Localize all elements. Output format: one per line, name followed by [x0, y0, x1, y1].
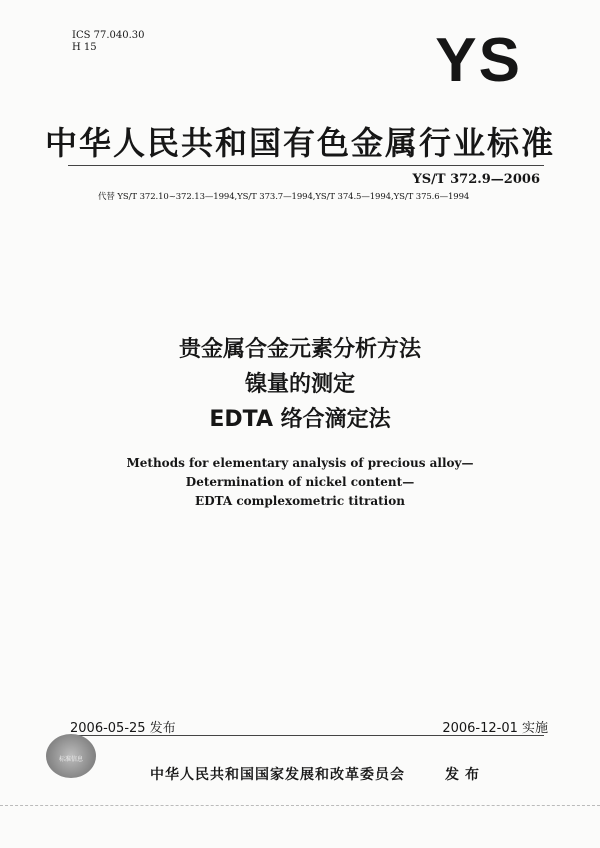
ics-code: ICS 77.040.30 — [72, 30, 145, 41]
footer-rule — [68, 735, 544, 736]
standard-category-title: 中华人民共和国有色金属行业标准 — [44, 124, 555, 162]
replaces-note: 代替 YS/T 372.10~372.13—1994,YS/T 373.7—1994,YS/T 374.5—1994,YS/T 375.6—1994 — [98, 192, 470, 202]
ccs-code: H 15 — [72, 42, 97, 53]
publish-date: 2006-05-25 发布 — [70, 721, 176, 736]
issued-label: 发布 — [445, 767, 485, 783]
page-bottom-rule — [0, 805, 600, 806]
header-rule — [68, 165, 544, 166]
ics-classification — [72, 30, 145, 54]
standard-code: YS/T 372.9—2006 — [412, 172, 540, 187]
stamp-label: 标准信息 — [58, 756, 83, 763]
title-en-line3: EDTA complexometric titration — [195, 494, 405, 508]
title-cn-line1: 贵金属合金元素分析方法 — [178, 337, 421, 362]
issuing-authority: 中华人民共和国国家发展和改革委员会 — [150, 767, 405, 783]
publisher-stamp — [46, 734, 96, 778]
title-cn-line3: EDTA 络合滴定法 — [209, 407, 391, 432]
title-cn-line2: 镍量的测定 — [244, 372, 355, 397]
effective-date: 2006-12-01 实施 — [442, 721, 548, 736]
title-en-line1: Methods for elementary analysis of precious alloy— — [126, 456, 474, 470]
title-en-line2: Determination of nickel content— — [185, 475, 415, 489]
ys-logo: YS — [435, 26, 522, 95]
